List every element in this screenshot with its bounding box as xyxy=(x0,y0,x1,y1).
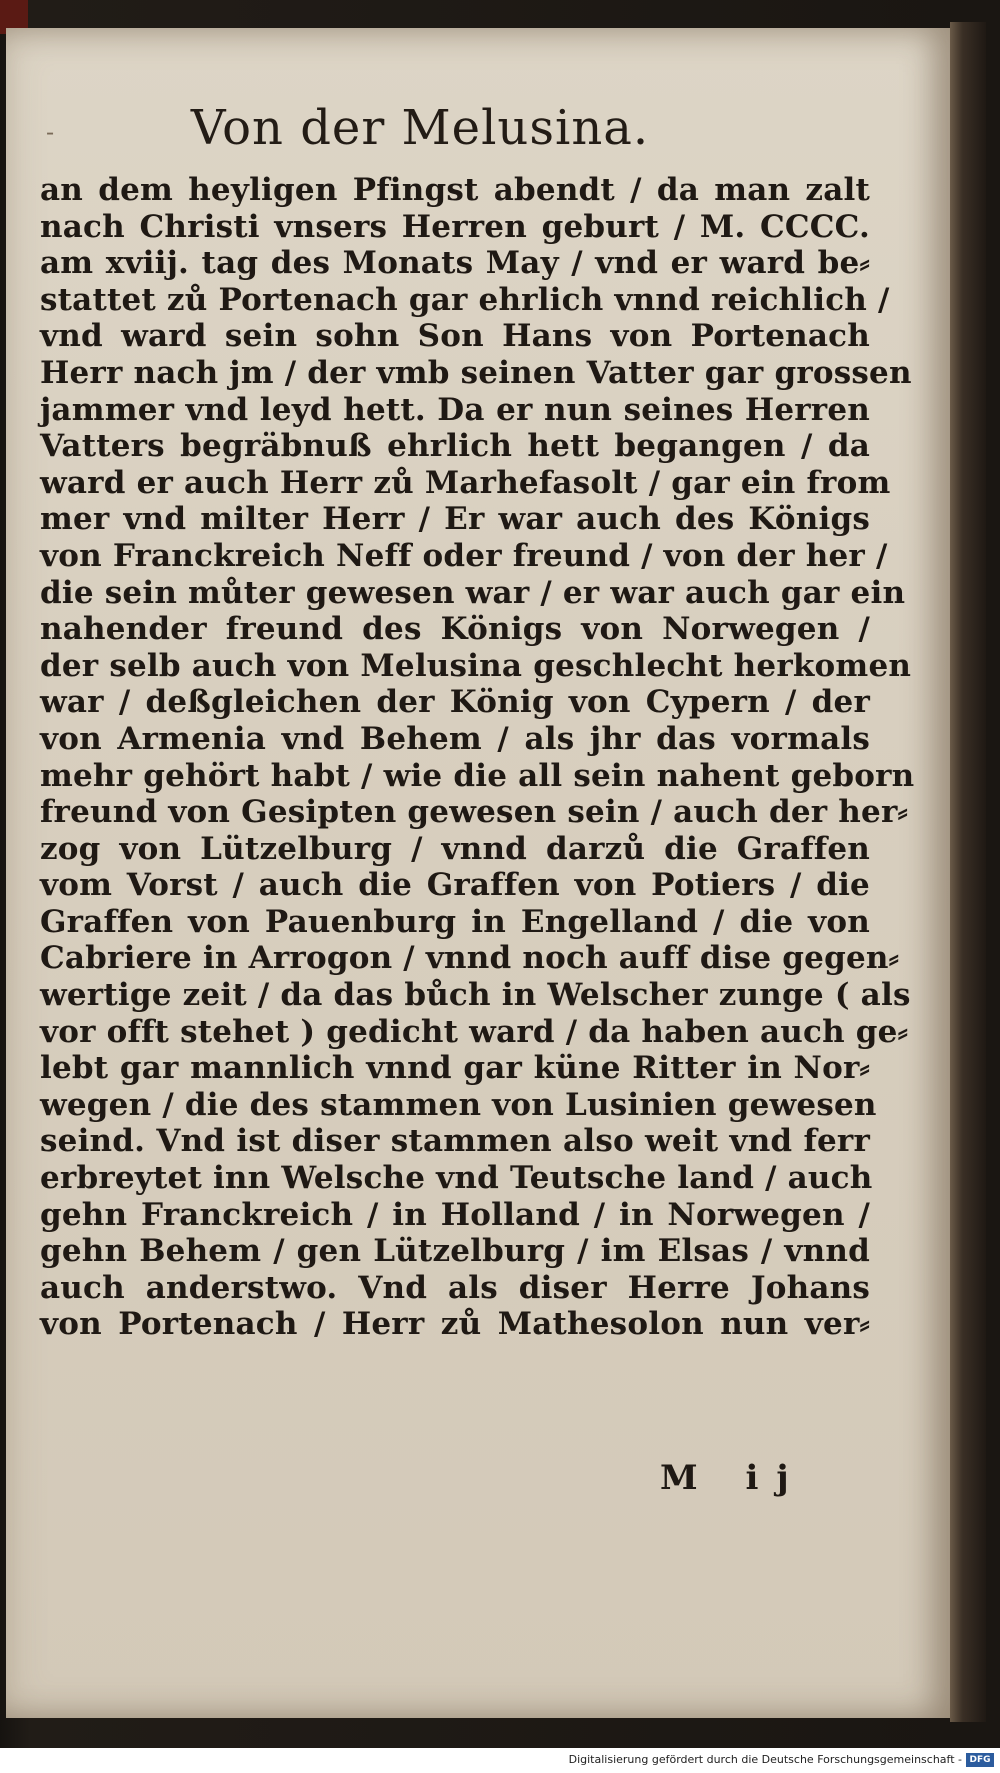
text-line: stattet zů Portenach gar ehrlich vnnd reichlich / xyxy=(40,281,890,318)
text-line: erbreytet inn Welsche vnd Teutsche land / auch xyxy=(40,1160,873,1197)
text-line: freund von Gesipten gewesen sein / auch der her⸗ xyxy=(40,794,909,831)
text-line: Graffen von Pauenburg in Engelland / die von xyxy=(40,903,870,940)
text-line: Cabriere in Arrogon / vnnd noch auff dise gegen⸗ xyxy=(40,940,900,977)
footer-bar xyxy=(0,1748,1000,1773)
text-line: war / deßgleichen der König von Cypern / der xyxy=(40,684,870,721)
text-line: die sein můter gewesen war / er war auch gar ein xyxy=(40,574,906,611)
text-line: nahender freund des Königs von Norwegen / xyxy=(40,611,870,648)
text-line: nach Christi vnsers Herren geburt / M. CCCC. xyxy=(40,208,870,245)
text-line: von Franckreich Neff oder freund / von der her / xyxy=(40,537,888,574)
text-line: gehn Franckreich / in Holland / in Norwegen / xyxy=(40,1196,870,1233)
text-line: wegen / die des stammen von Lusinien gewesen xyxy=(40,1086,877,1123)
text-line: seind. Vnd ist diser stammen also weit vnd ferr xyxy=(40,1123,870,1160)
text-line: Vatters begräbnuß ehrlich hett begangen / da xyxy=(40,428,870,465)
text-line: gehn Behem / gen Lützelburg / im Elsas / vnnd xyxy=(40,1233,870,1270)
dfg-logo: DFG xyxy=(966,1753,994,1767)
text-line: ward er auch Herr zů Marhefasolt / gar ein from xyxy=(40,464,891,501)
text-line: mehr gehört habt / wie die all sein nahent geborn xyxy=(40,757,915,794)
running-head: Von der Melusina. xyxy=(190,100,650,156)
signature-mark: M ij xyxy=(660,1458,807,1498)
body-text-block xyxy=(40,172,915,1343)
book-page-edge xyxy=(950,22,986,1722)
text-line: an dem heyligen Pfingst abendt / da man zalt xyxy=(40,172,870,208)
text-line: wertige zeit / da das bůch in Welscher zunge ( als xyxy=(40,977,911,1014)
text-line: auch anderstwo. Vnd als diser Herre Johans xyxy=(40,1269,870,1306)
text-line: vor offt stehet ) gedicht ward / da haben auch ge⸗ xyxy=(40,1013,909,1050)
text-line: vom Vorst / auch die Graffen von Potiers / die xyxy=(40,867,870,904)
text-line: am xviij. tag des Monats May / vnd er ward be⸗ xyxy=(40,245,870,282)
text-line: lebt gar mannlich vnnd gar küne Ritter in Nor⸗ xyxy=(40,1050,870,1087)
funding-credit: Digitalisierung gefördert durch die Deutsche Forschungsgemeinschaft - xyxy=(568,1753,962,1766)
text-line: jammer vnd leyd hett. Da er nun seines Herren xyxy=(40,391,870,428)
text-line: von Portenach / Herr zů Mathesolon nun ver⸗ xyxy=(40,1306,870,1343)
text-line: mer vnd milter Herr / Er war auch des Königs xyxy=(40,501,870,538)
text-line: Herr nach jm / der vmb seinen Vatter gar grossen xyxy=(40,354,912,391)
text-line: der selb auch von Melusina geschlecht herkomen xyxy=(40,647,912,684)
text-line: von Armenia vnd Behem / als jhr das vormals xyxy=(40,720,870,757)
text-line: zog von Lützelburg / vnnd darzů die Graffen xyxy=(40,830,870,867)
marginal-mark: - xyxy=(46,118,55,146)
text-line: vnd ward sein sohn Son Hans von Portenach xyxy=(40,318,870,355)
